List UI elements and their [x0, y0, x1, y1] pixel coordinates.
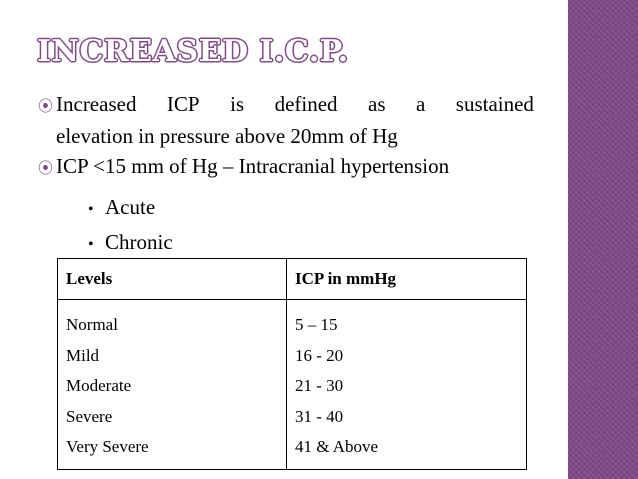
sub-item-label: Acute: [105, 195, 156, 219]
sub-item-acute: [88, 192, 155, 225]
bullet-dot-icon: •: [88, 236, 94, 253]
level-moderate: Moderate: [66, 376, 132, 395]
bullet-word: ⦿ Increased: [38, 89, 136, 121]
value-normal: 5 – 15: [295, 315, 338, 334]
bullet-dot-icon: •: [88, 201, 94, 218]
value-moderate: 21 - 30: [295, 376, 344, 395]
bullet-definition-line-2: elevation in pressure above 20mm of Hg: [56, 124, 398, 148]
bullet-circle-icon: ⦿: [38, 159, 54, 177]
column-header-icp: ICP in mmHg: [287, 259, 527, 300]
bullet-circle-icon: ⦿: [38, 97, 54, 115]
level-severe: Severe: [66, 406, 113, 426]
bullet-word: sustained: [455, 92, 534, 116]
bullet-icp-threshold: [38, 151, 548, 183]
level-normal: Normal: [66, 315, 118, 334]
slide-title: INCREASED I.C.P.: [37, 34, 349, 69]
bullet-word: ICP: [166, 92, 200, 116]
values-cell: [287, 300, 527, 470]
table-row: [58, 300, 527, 470]
bullet-word: defined: [274, 92, 338, 116]
value-severe: 31 - 40: [295, 406, 344, 426]
level-mild: Mild: [66, 345, 100, 365]
icp-levels-table: [57, 258, 527, 470]
bullet-word: a: [415, 92, 426, 116]
table-header-row: [58, 259, 527, 300]
value-mild: 16 - 20: [295, 345, 344, 365]
bullet-definition-line-1: [38, 89, 534, 121]
bullet-icp-text: ICP <15 mm of Hg – Intracranial hypertension: [56, 154, 450, 178]
bullet-definition: [38, 89, 534, 151]
sub-item-label: Chronic: [105, 230, 173, 254]
value-very-severe: 41 & Above: [295, 437, 379, 456]
levels-cell: [58, 300, 287, 470]
bullet-word: as: [368, 92, 386, 116]
level-very-severe: Very Severe: [66, 437, 149, 456]
bullet-word: is: [230, 92, 245, 116]
column-header-levels: Levels: [58, 259, 287, 300]
sub-item-chronic: [88, 227, 173, 260]
decorative-side-stripe: [568, 0, 638, 479]
